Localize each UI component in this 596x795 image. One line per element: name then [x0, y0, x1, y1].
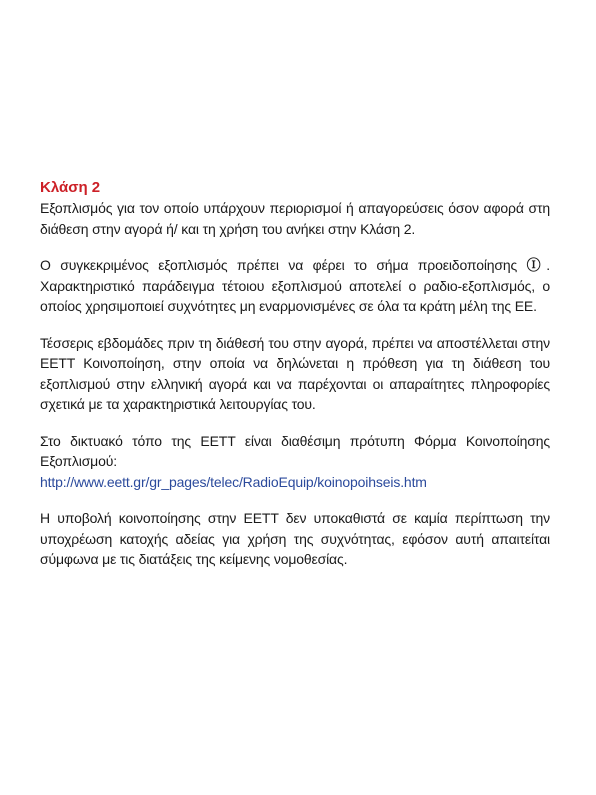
- section-heading: Κλάση 2: [40, 179, 101, 196]
- paragraph-warning-text: Ο συγκεκριμένος εξοπλισμός πρέπει να φέρει το σήμα προειδοποίησης: [40, 257, 518, 273]
- paragraph-license-note: Η υποβολή κοινοποίησης στην ΕΕΤΤ δεν υποκαθιστά σε καμία περίπτωση την υποχρέωση κατοχής αδείας για χρήση της συχνότητας, εφόσον αυτή απαιτείται σύμφωνα με τις διατάξεις της κείμενης νομοθεσίας.: [40, 510, 550, 567]
- paragraph-form-info: [40, 431, 550, 493]
- paragraph-class2-definition: Εξοπλισμός για τον οποίο υπάρχουν περιορισμοί ή απαγορεύσεις όσον αφορά στη διάθεση στην αγορά ή/ και τη χρήση του ανήκει στην Κλάση 2.: [40, 200, 550, 237]
- paragraph-warning-mark: [40, 255, 550, 317]
- paragraph-notification: Τέσσερις εβδομάδες πριν τη διάθεσή του στην αγορά, πρέπει να αποστέλλεται στην ΕΕΤΤ Κοινοποίηση, στην οποία να δηλώνεται η πρόθεση για τη διάθεση του εξοπλισμού στην ελληνική αγορά και να παρέχονται οι απαραίτητες πληροφορίες σχετικά με τα χαρακτηριστικά λειτουργίας του.: [40, 334, 550, 412]
- document-page: [40, 178, 550, 586]
- warning-mark-icon: Ⓘ: [526, 257, 547, 273]
- notification-form-link[interactable]: http://www.eett.gr/gr_pages/telec/RadioEquip/koinopoihseis.htm: [40, 473, 427, 490]
- paragraph-form-text: Στο δικτυακό τόπο της ΕΕΤΤ είναι διαθέσιμη πρότυπη Φόρμα Κοινοποίησης Εξοπλισμού:: [40, 432, 550, 469]
- paragraph-warning-rest: . Χαρακτηριστικό παράδειγμα τέτοιου εξοπλισμού αποτελεί ο ραδιο-εξοπλισμός, ο οποίος χρησιμοποιεί συχνότητες μη εναρμονισμένες σε όλα τα κράτη μέλη της ΕΕ.: [40, 257, 550, 314]
